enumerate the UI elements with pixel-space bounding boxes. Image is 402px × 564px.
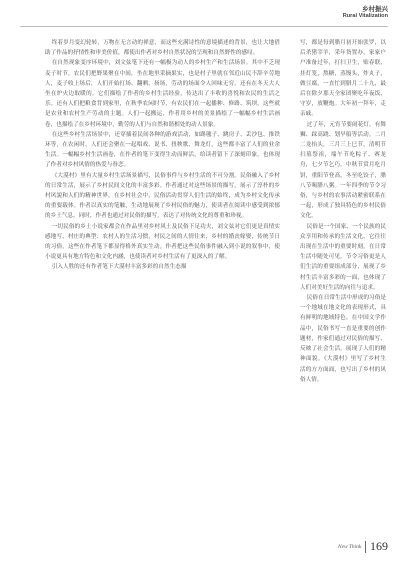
paragraph: 一切民俗的乡土小说家都会在作品里对乡村风土及民俗下足功夫，刘文弦对它们更是真情实感地写，村庄的典型、农村人的生活习惯，村民之间的人情往来，乡村的婚丧嫁娶，传统节日的习俗，这些在作者笔下都显得格外真实生动。作者把这些民俗事件融入到小说的叙事中，使小说更具有地方特色和文化内涵，也使读者对乡村生活有了更深入的了解。: [45, 223, 280, 261]
paragraph: 民俗在日常生活中形成的习俗是一个地域在地文化的表现形式，具有鲜明的地域特色。在中国文学作品中，民俗书写一直是重要的创作题材，作家们通过对民俗的描写，反映了社会生活，展现了人们的精神面貌。《大漠村》里写了乡村生活的方方面面，也写出了乡村的风俗人情。: [300, 295, 386, 383]
running-header: [343, 6, 388, 20]
footer-divider: [365, 541, 366, 553]
paragraph: 在自然现象变序环境中，刘文弦笔下还有一幅极为动人的乡村生产和生活场景。其中不乏现麦子时节，农民们把野果聚在中间，坐在地里采摘果实，也是村子里就在邻近山民不辞辛劳地人，麦子收上场后，人们开始打场、翻晒、扬场，劳动的场面令人回味无穷。还有在冬天大人坐在炉火边取暖的。它们描绘了作者的乡村生活经验，传达出了丰收的喜悦和农民的生活之乐。还有人们把粮食背到家里，在秋季农闲时节，有农民们在一起播种、修路、筑坝，这些就是农业和农村生产劳动的主题。人们一起搬运，作者用乡村的美景描绘了一幅幅乡村生活画卷，也描绘了在乡村环境中，勤劳的人们与自然和谐相处的动人景象。: [45, 60, 280, 128]
paragraph: 写，都是每到腊月初开始张罗，以后杀猪宰羊，采年货置办，家家户户准备过年，打扫卫生，贴春联，挂灯笼，熬糖，蒸馒头，炸丸子，做豆腐，一直忙到腊月二十九，最后在除夕那天全家团聚吃年夜饭，守岁，放鞭炮。大年初一拜年，走亲戚。: [300, 40, 386, 118]
right-text-column: [300, 38, 386, 385]
paragraph: 《大漠村》里有大量乡村生活场景描写，民俗事件与乡村生活的不可分割。民俗融入了乡村的日常生活，展示了乡村民间文化的丰富多彩。作者通过对这些场景的描写，展示了淳朴的乡村风貌和人们的精神世界。在乡村社会中，民俗活动贯穿人们生活的始终，成为乡村文化传承的重要载体。作者以真实的笔触，生动地展现了乡村民俗的魅力，使读者在阅读中感受到浓郁的乡土气息。同时，作者也通过对民俗的描写，表达了对传统文化的尊重和珍视。: [45, 172, 280, 220]
paragraph: 终着岁月变幻轮转，万物在无言动的禅意，而这些充满诗性的意境描述的背景，也让大地借助了作品的抒情性和审美价值，都使出作者对乡村自然状况的呈现和自然野性的感叹。: [45, 40, 280, 57]
paragraph: 民俗是一个国家、一个民族的民众享用和传承的生活文化，它往往出现在生活中的重要时刻，在日常生活中随处可见。节令习俗更是人们生活的重要组成部分，展现了乡村生活丰富多彩的一面，也体现了人们对美好生活的向往与追求。: [300, 223, 386, 291]
section-title-cn: 乡村振兴: [362, 5, 388, 13]
paragraph: 引入人胜的还有作者笔下大漠村丰富多彩的自然生态描: [51, 264, 187, 271]
header-divider: [20, 26, 388, 27]
magazine-name: New Think: [337, 543, 362, 550]
paragraph: 在这些乡村生活场景中，还穿插着民间各种的游戏活动，如踢毽子、跳房子、丢沙包、推铁环等，在农闲时，人们还会聚在一起唱戏、说书、扭秧歌、舞龙灯，这些都丰富了人们的业余生活。一幅幅乡村生活画卷，在作者的笔下变得生动而鲜活，给读者留下了深刻印象，也体现了作者对乡村风情的热爱与眷恋。: [45, 131, 280, 169]
section-title-en: Rural Vitalization: [342, 13, 388, 20]
page-number: 169: [370, 539, 388, 553]
paragraph: 过了年，元宵节要闹花灯，有舞狮、踩高跷、划旱船等活动。二月二龙抬头，三月三上巳节，清明节扫墓祭祖，端午节吃粽子、赛龙舟，七夕节乞巧，中秋节赏月吃月饼，重阳节登高，冬至吃饺子，腊八节喝腊八粥。一年四季的节令习俗，与乡村的农事活动紧密联系在一起，形成了独具特色的乡村民俗文化。: [300, 121, 386, 220]
left-text-column: [45, 38, 280, 273]
page-footer: [338, 539, 388, 554]
